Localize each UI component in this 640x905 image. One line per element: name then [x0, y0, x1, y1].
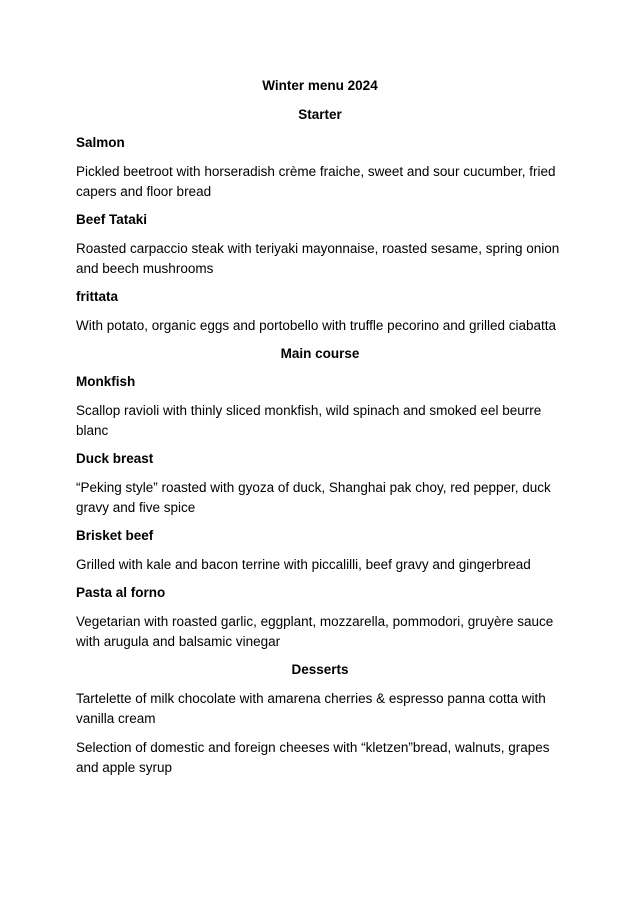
dish-beef-tataki — [76, 211, 564, 279]
dish-name: Pasta al forno — [76, 585, 166, 600]
dish-description: “Peking style” roasted with gyoza of duck, Shanghai pak choy, red pepper, duck gravy and five spice — [76, 480, 551, 515]
dish-name: frittata — [76, 289, 119, 304]
dish-name: Salmon — [76, 135, 125, 150]
dish-name: Brisket beef — [76, 528, 154, 543]
dessert-item: Tartelette of milk chocolate with amarena cherries & espresso panna cotta with vanilla cream — [76, 691, 546, 726]
section-heading-starter: Starter — [298, 107, 342, 122]
section-heading-main-course: Main course — [280, 346, 360, 361]
section-heading-desserts: Desserts — [291, 662, 349, 677]
dish-description: Pickled beetroot with horseradish crème fraiche, sweet and sour cucumber, fried capers and floor bread — [76, 164, 556, 199]
dish-description: Scallop ravioli with thinly sliced monkfish, wild spinach and smoked eel beurre blanc — [76, 403, 542, 438]
dish-description: Grilled with kale and bacon terrine with piccalilli, beef gravy and gingerbread — [76, 557, 531, 572]
dish-salmon — [76, 134, 564, 202]
dish-frittata — [76, 288, 564, 336]
dish-description: Roasted carpaccio steak with teriyaki mayonnaise, roasted sesame, spring onion and beech mushrooms — [76, 241, 560, 276]
dish-description: Vegetarian with roasted garlic, eggplant, mozzarella, pommodori, gruyère sauce with arugula and balsamic vinegar — [76, 614, 554, 649]
dish-description: With potato, organic eggs and portobello with truffle pecorino and grilled ciabatta — [76, 318, 557, 333]
dish-monkfish — [76, 373, 564, 441]
dish-pasta-al-forno — [76, 584, 564, 652]
dessert-item: Selection of domestic and foreign cheeses with “kletzen”bread, walnuts, grapes and apple syrup — [76, 740, 550, 775]
menu-title: Winter menu 2024 — [262, 78, 378, 93]
dish-duck-breast — [76, 450, 564, 518]
dish-name: Monkfish — [76, 374, 136, 389]
dish-name: Duck breast — [76, 451, 154, 466]
dish-brisket-beef — [76, 527, 564, 575]
dish-name: Beef Tataki — [76, 212, 148, 227]
